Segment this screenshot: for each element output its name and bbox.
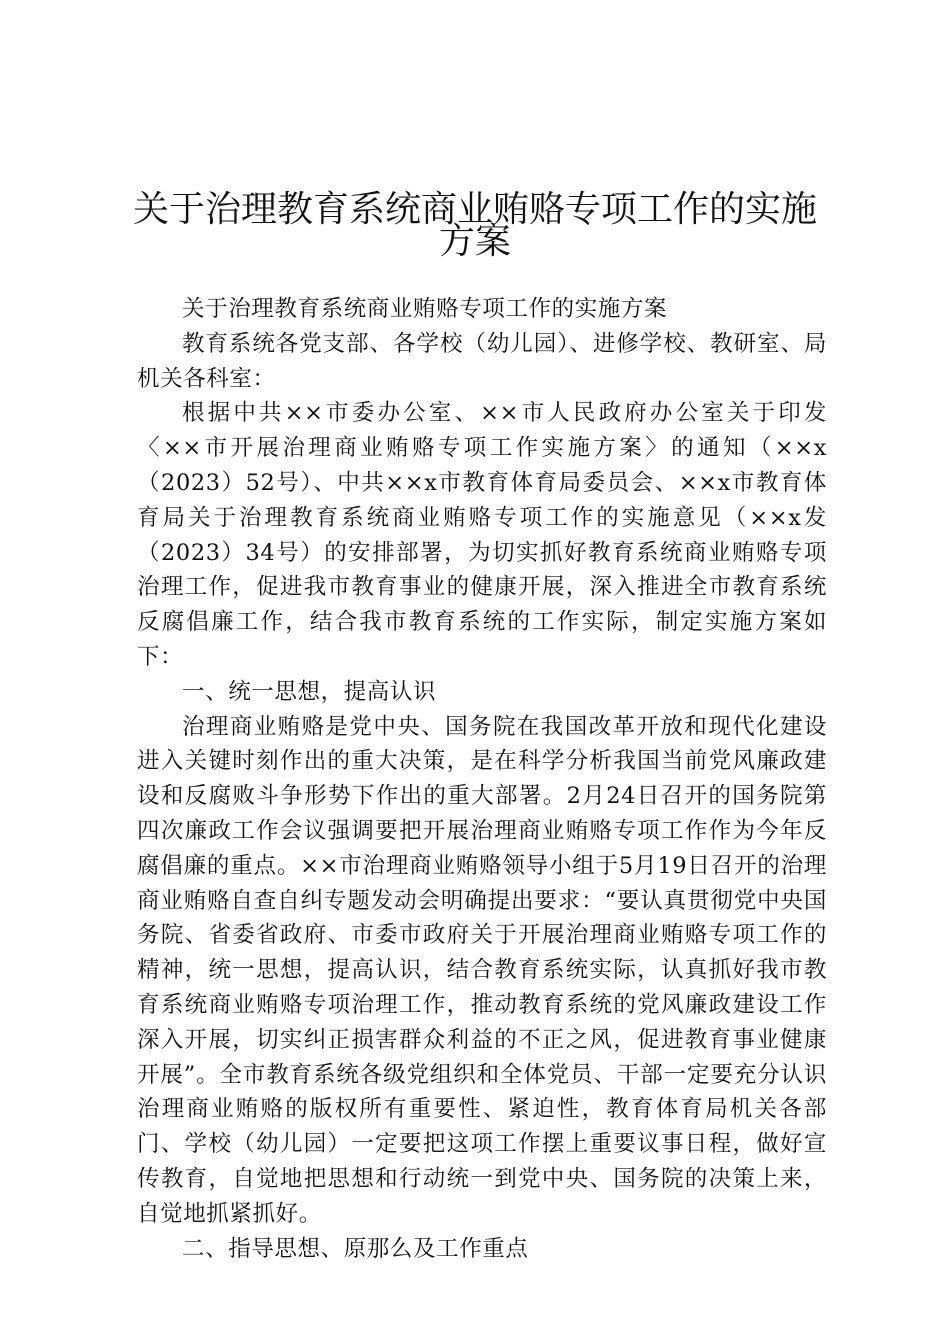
section-heading-2: 二、指导思想、原那么及工作重点 bbox=[182, 1235, 529, 1262]
addressee-paragraph: 教育系统各党支部、各学校（幼儿园）、进修学校、教研室、局机关各科室： bbox=[137, 330, 827, 392]
basis-paragraph: 根据中共××市委办公室、××市人民政府办公室关于印发〈××市开展治理商业贿赂专项工作实施方案〉的通知（××x（2023）52号）、中共××x市教育体育局委员会、××x市教育体育局关于治理教育系统商业贿赂专项工作的实施意见（××x发（2023）34号）的安排部署，为切实抓好教育系统商业贿赂专项治理工作，促进我市教育事业的健康开展，深入推进全市教育系统反腐倡廉工作，结合我市教育系统的工作实际，制定实施方案如下： bbox=[137, 400, 827, 670]
document-body bbox=[137, 292, 827, 1266]
document-title-line-1: 关于治理教育系统商业贿赂专项工作的实施 bbox=[132, 189, 817, 230]
doc-subtitle: 关于治理教育系统商业贿赂专项工作的实施方案 bbox=[182, 296, 668, 322]
section-1-paragraph: 治理商业贿赂是党中央、国务院在我国改革开放和现代化建设进入关键时刻作出的重大决策，是在科学分析我国当前党风廉政建设和反腐败斗争形势下作出的重大部署。2月24日召开的国务院第四次廉政工作会议强调要把开展治理商业贿赂专项工作作为今年反腐倡廉的重点。××市治理商业贿赂领导小组于5月19日召开的治理商业贿赂自查自纠专题发动会明确提出要求：“要认真贯彻党中央国务院、省委省政府、市委市政府关于开展治理商业贿赂专项工作的精神，统一思想，提高认识，结合教育系统实际，认真抓好我市教育系统商业贿赂专项治理工作，推动教育系统的党风廉政建设工作深入开展，切实纠正损害群众利益的不正之风，促进教育事业健康开展”。全市教育系统各级党组织和全体党员、干部一定要充分认识治理商业贿赂的版权所有重要性、紧迫性，教育体育局机关各部门、学校（幼儿园）一定要把这项工作摆上重要议事日程，做好宣传教育，自觉地把思想和行动统一到党中央、国务院的决策上来，自觉地抓紧抓好。 bbox=[137, 713, 827, 1227]
document-title-line-2: 方案 bbox=[438, 221, 511, 262]
section-heading-1: 一、统一思想，提高认识 bbox=[182, 678, 437, 705]
